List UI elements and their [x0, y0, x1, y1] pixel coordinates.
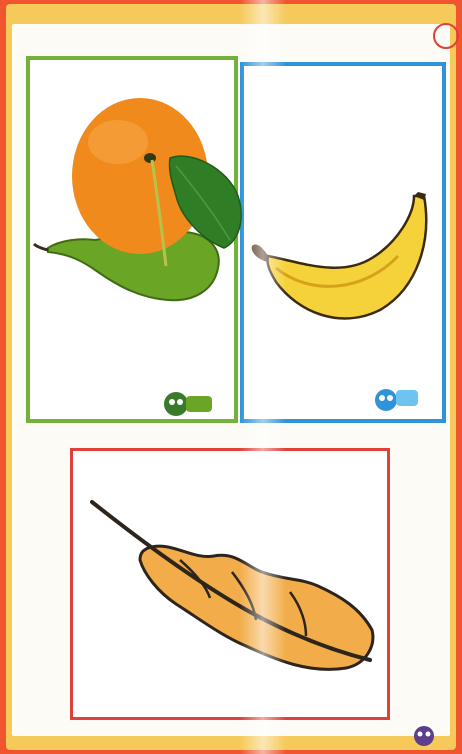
- mascot-icon: [375, 389, 418, 411]
- leaf-icon: [92, 502, 373, 669]
- stamp-icon: [434, 24, 458, 48]
- mascot-icon: [164, 392, 212, 416]
- banana-icon: [252, 192, 426, 318]
- mascot-icon: [414, 726, 434, 746]
